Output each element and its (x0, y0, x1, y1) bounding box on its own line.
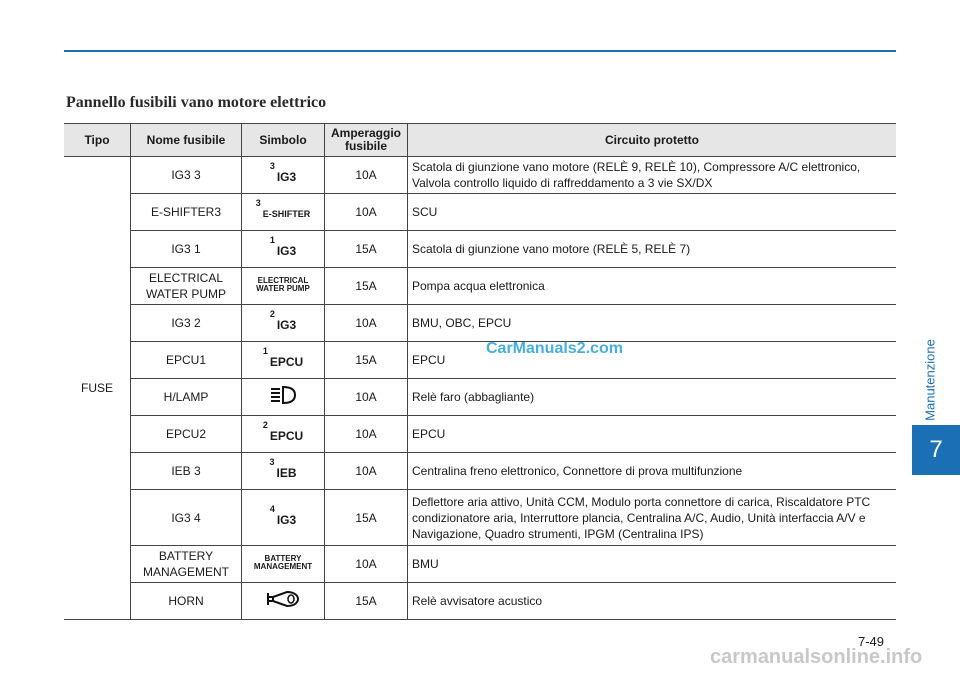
fuse-circuit: Relè avvisatore acustico (408, 583, 897, 620)
fuse-name: IG3 2 (131, 305, 242, 342)
fuse-amperage: 15A (325, 342, 408, 379)
header-nome: Nome fusibile (131, 124, 242, 157)
fuse-name: E-SHIFTER3 (131, 194, 242, 231)
fuse-amperage: 10A (325, 194, 408, 231)
fuse-circuit: Relè faro (abbagliante) (408, 379, 897, 416)
table-row (64, 453, 896, 490)
header-amp-line1: Amperaggio (330, 126, 401, 140)
fuse-symbol: $^3$E-SHIFTER (242, 194, 325, 231)
table-row (64, 490, 896, 546)
fuse-name: H/LAMP (131, 379, 242, 416)
side-label-text: Manutenzione (922, 339, 938, 421)
fuse-name: ELECTRICAL WATER PUMP (131, 268, 242, 305)
fuse-circuit: Scatola di giunzione vano motore (RELÈ 9, RELÈ 10), Compressore A/C elettronico, Valvola controllo liquido di raffreddamento a 3 vie SX/DX (408, 157, 897, 194)
fuse-amperage: 10A (325, 379, 408, 416)
fuse-name: EPCU2 (131, 416, 242, 453)
fuse-symbol: $^4$IG3 (242, 490, 325, 546)
horn-icon (265, 588, 301, 610)
fuse-amperage: 15A (325, 490, 408, 546)
table-row (64, 583, 896, 620)
fuse-amperage: 10A (325, 453, 408, 490)
fuse-amperage: 10A (325, 546, 408, 583)
header-amperaggio (325, 124, 408, 157)
fuse-name: IEB 3 (131, 453, 242, 490)
fuse-name: BATTERY MANAGEMENT (131, 546, 242, 583)
table-header-row (64, 124, 896, 157)
type-cell: FUSE (64, 157, 131, 620)
header-circuito: Circuito protetto (408, 124, 897, 157)
fuse-name: IG3 4 (131, 490, 242, 546)
fuse-symbol: $^3$IEB (242, 453, 325, 490)
headlamp-icon (267, 385, 299, 405)
fuse-name: IG3 3 (131, 157, 242, 194)
fuse-circuit: Scatola di giunzione vano motore (RELÈ 5, RELÈ 7) (408, 231, 897, 268)
table-row (64, 416, 896, 453)
fuse-table (64, 123, 896, 620)
fuse-circuit: BMU (408, 546, 897, 583)
top-rule (64, 50, 896, 52)
fuse-symbol (242, 583, 325, 620)
fuse-symbol: $^3$IG3 (242, 157, 325, 194)
fuse-symbol: $^1$EPCU (242, 342, 325, 379)
fuse-name: IG3 1 (131, 231, 242, 268)
fuse-amperage: 15A (325, 268, 408, 305)
fuse-circuit: EPCU (408, 416, 897, 453)
page-number: 7-49 (858, 634, 885, 649)
watermark: CarManuals2.com (486, 340, 623, 357)
fuse-symbol: ELECTRICAL WATER PUMP (242, 268, 325, 305)
table-row (64, 546, 896, 583)
side-label (920, 330, 940, 430)
fuse-symbol: $^1$IG3 (242, 231, 325, 268)
section-title: Pannello fusibili vano motore elettrico (66, 94, 327, 111)
header-tipo: Tipo (64, 124, 131, 157)
header-simbolo: Simbolo (242, 124, 325, 157)
table-row (64, 342, 896, 379)
fuse-circuit: Pompa acqua elettronica (408, 268, 897, 305)
fuse-amperage: 10A (325, 157, 408, 194)
fuse-amperage: 15A (325, 583, 408, 620)
fuse-symbol: $^2$IG3 (242, 305, 325, 342)
fuse-amperage: 15A (325, 231, 408, 268)
fuse-circuit: EPCU (408, 342, 897, 379)
fuse-symbol: BATTERY MANAGEMENT (242, 546, 325, 583)
header-amp-line2: fusibile (344, 139, 387, 153)
table-row (64, 379, 896, 416)
table-row (64, 268, 896, 305)
fuse-circuit: SCU (408, 194, 897, 231)
fuse-circuit: Deflettore aria attivo, Unità CCM, Modulo porta connettore di carica, Riscaldatore PTC condizionatore aria, Interruttore plancia, Centralina A/C, Audio, Unità interfaccia A/V e Navigazione, Quadro strumenti, IPGM (Centralina IPS) (408, 490, 897, 546)
fuse-symbol: $^2$EPCU (242, 416, 325, 453)
fuse-amperage: 10A (325, 305, 408, 342)
table-row (64, 157, 896, 194)
table-row (64, 305, 896, 342)
chapter-number: 7 (912, 425, 960, 475)
fuse-amperage: 10A (325, 416, 408, 453)
site-watermark: carmanualsonline.info (710, 646, 923, 668)
fuse-circuit: BMU, OBC, EPCU (408, 305, 897, 342)
fuse-circuit: Centralina freno elettronico, Connettore di prova multifunzione (408, 453, 897, 490)
table-row (64, 231, 896, 268)
table-row (64, 194, 896, 231)
fuse-name: HORN (131, 583, 242, 620)
fuse-symbol (242, 379, 325, 416)
fuse-name: EPCU1 (131, 342, 242, 379)
